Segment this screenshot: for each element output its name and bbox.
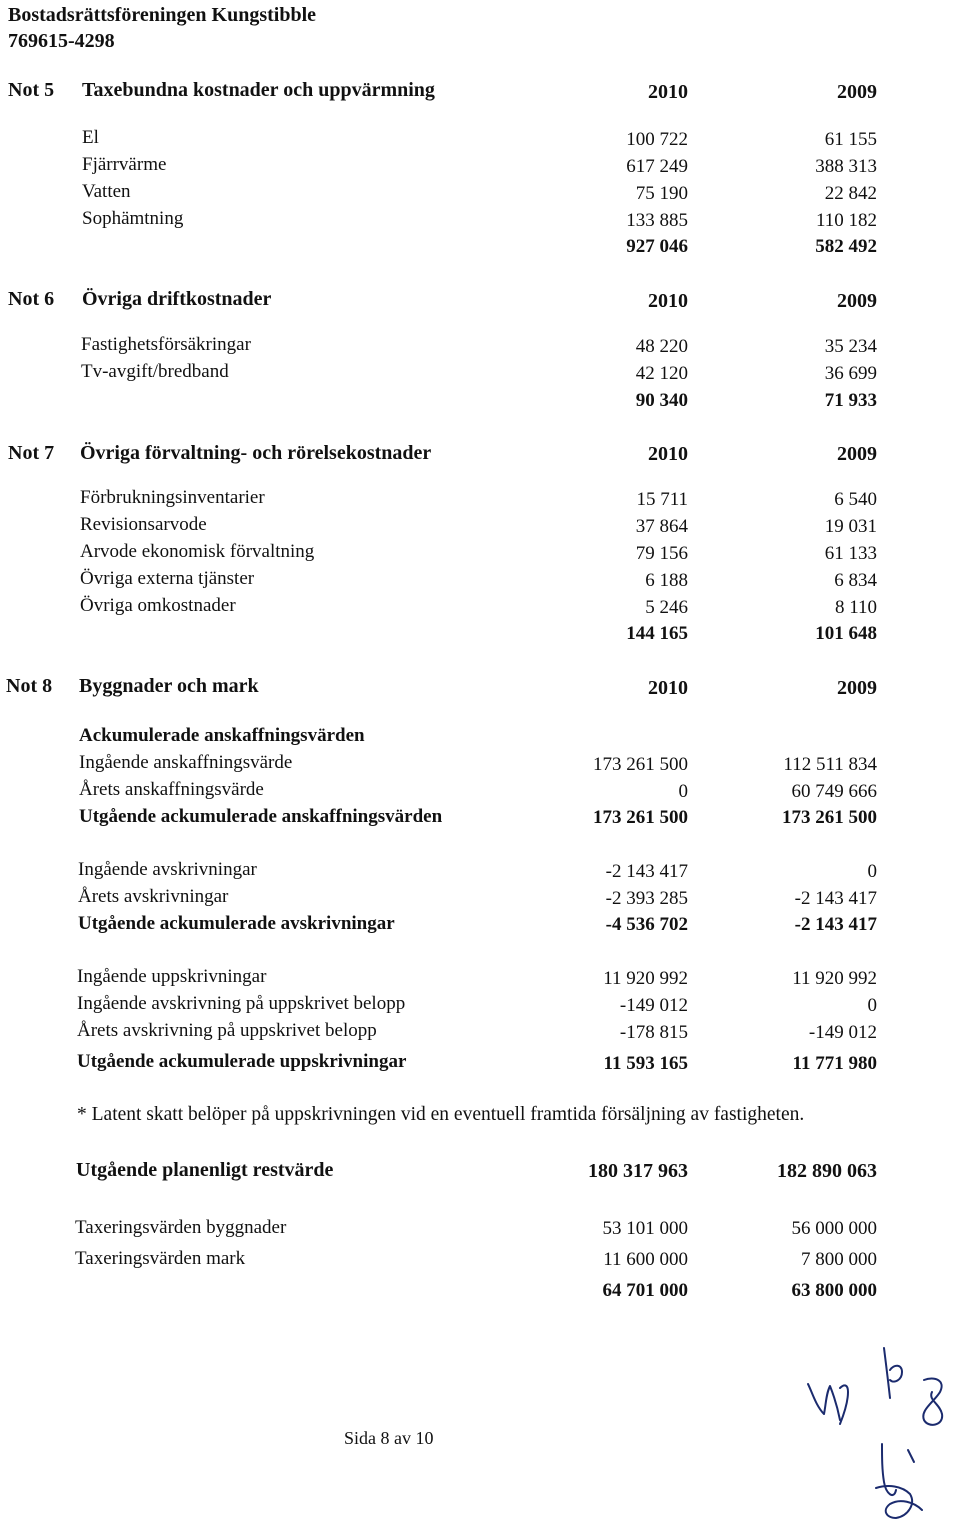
note5-total-2009: 582 492 [815,236,877,257]
note6-title: Övriga driftkostnader [82,288,272,310]
residual-label: Utgående planenligt restvärde [76,1159,334,1181]
table-cell-2010: 53 101 000 [602,1218,688,1239]
table-row-label: El [82,127,99,148]
table-cell-2010: 11 920 992 [603,968,688,989]
note5-label: Not 5 [8,79,55,101]
table-cell-2009: 110 182 [815,210,877,231]
table-row-label: Utgående ackumulerade anskaffningsvärden [79,806,443,827]
table-cell-2009: 8 110 [834,597,877,618]
table-cell-2010: 79 156 [635,543,688,564]
table-cell-2010: 133 885 [626,210,688,231]
table-cell-2009: 6 834 [834,570,877,591]
table-cell-2009: 61 133 [824,543,877,564]
residual-2010: 180 317 963 [588,1160,688,1182]
note5-total-2010: 927 046 [626,236,688,257]
note7-col-2009: 2009 [837,443,877,465]
table-cell-2010: 15 711 [636,489,688,510]
table-row-label: Taxeringsvärden mark [75,1248,246,1269]
note8-col-2009: 2009 [837,677,877,699]
table-row-label: Utgående ackumulerade uppskrivningar [77,1051,407,1072]
note7-total-2009: 101 648 [815,623,877,644]
table-cell-2009: 19 031 [824,516,877,537]
table-row-label: Övriga externa tjänster [80,568,255,589]
table-cell-2010: 11 593 165 [603,1053,688,1074]
table-cell-2009: -2 143 417 [794,888,877,909]
table-cell-2010: 42 120 [635,363,688,384]
table-cell-2010: -2 143 417 [605,861,688,882]
table-cell-2010: 48 220 [635,336,688,357]
note6-col-2010: 2010 [648,290,688,312]
table-cell-2009: 0 [867,861,877,882]
table-cell-2010: 75 190 [635,183,688,204]
table-row-label: Sophämtning [82,208,184,229]
table-cell-2009: 56 000 000 [791,1218,877,1239]
note7-title: Övriga förvaltning- och rörelsekostnader [80,442,432,464]
table-cell-2010: 100 722 [626,129,688,150]
table-cell-2010: -149 012 [619,995,688,1016]
table-cell-2010: 5 246 [645,597,688,618]
table-row-label: Fastighetsförsäkringar [81,334,251,355]
table-row-label: Fjärrvärme [82,154,167,175]
table-cell-2009: 11 771 980 [792,1053,877,1074]
company-name: Bostadsrättsföreningen Kungstibble [8,4,317,26]
table-row-label: Årets avskrivning på uppskrivet belopp [77,1020,377,1041]
table-cell-2010: -4 536 702 [605,914,688,935]
table-row-label: Årets anskaffningsvärde [79,779,264,800]
tax-total-2009: 63 800 000 [791,1280,877,1301]
table-cell-2009: 36 699 [824,363,877,384]
table-cell-2009: 112 511 834 [783,754,877,775]
table-cell-2009: 388 313 [815,156,877,177]
table-row-label: Årets avskrivningar [78,886,229,907]
table-cell-2010: 0 [678,781,688,802]
table-cell-2009: 0 [867,995,877,1016]
table-cell-2009: 173 261 500 [782,807,877,828]
table-cell-2009: -149 012 [808,1022,877,1043]
tax-total-2010: 64 701 000 [602,1280,688,1301]
table-cell-2009: 61 155 [824,129,877,150]
table-cell-2009: -2 143 417 [794,914,877,935]
table-cell-2010: 173 261 500 [593,754,688,775]
table-cell-2010: 37 864 [635,516,688,537]
note6-label: Not 6 [8,288,55,310]
note7-col-2010: 2010 [648,443,688,465]
table-cell-2009: 11 920 992 [792,968,877,989]
table-row-label: Vatten [82,181,131,202]
note6-col-2009: 2009 [837,290,877,312]
note5-col-2009: 2009 [837,81,877,103]
residual-2009: 182 890 063 [777,1160,877,1182]
table-row-label: Tv-avgift/bredband [81,361,229,382]
table-cell-2009: 7 800 000 [801,1249,877,1270]
table-row-label: Ingående anskaffningsvärde [79,752,293,773]
note6-total-2009: 71 933 [824,390,877,411]
note6-total-2010: 90 340 [635,390,688,411]
table-cell-2010: 617 249 [626,156,688,177]
table-row-label: Ingående avskrivningar [78,859,257,880]
table-cell-2010: 6 188 [645,570,688,591]
note7-total-2010: 144 165 [626,623,688,644]
acq-heading: Ackumulerade anskaffningsvärden [79,725,365,746]
org-number: 769615-4298 [8,30,115,52]
note8-label: Not 8 [6,675,53,697]
handwritten-initials [790,1340,960,1526]
table-row-label: Revisionsarvode [80,514,207,535]
table-row-label: Ingående uppskrivningar [77,966,267,987]
table-row-label: Utgående ackumulerade avskrivningar [78,913,395,934]
table-row-label: Övriga omkostnader [80,595,236,616]
table-cell-2009: 35 234 [824,336,877,357]
page-number: Sida 8 av 10 [344,1428,434,1448]
table-cell-2010: 173 261 500 [593,807,688,828]
note8-title: Byggnader och mark [79,675,259,697]
table-cell-2010: 11 600 000 [603,1249,688,1270]
note7-label: Not 7 [8,442,55,464]
table-cell-2009: 60 749 666 [791,781,877,802]
note8-col-2010: 2010 [648,677,688,699]
table-cell-2010: -2 393 285 [605,888,688,909]
table-row-label: Ingående avskrivning på uppskrivet belopp [77,993,406,1014]
note5-title: Taxebundna kostnader och uppvärmning [82,79,435,101]
note5-col-2010: 2010 [648,81,688,103]
table-row-label: Förbrukningsinventarier [80,487,265,508]
table-cell-2009: 6 540 [834,489,877,510]
table-row-label: Arvode ekonomisk förvaltning [80,541,315,562]
table-cell-2009: 22 842 [824,183,877,204]
table-row-label: Taxeringsvärden byggnader [75,1217,287,1238]
footnote: * Latent skatt belöper på uppskrivningen vid en eventuell framtida försäljning av fastigheten. [77,1104,805,1125]
table-cell-2010: -178 815 [619,1022,688,1043]
